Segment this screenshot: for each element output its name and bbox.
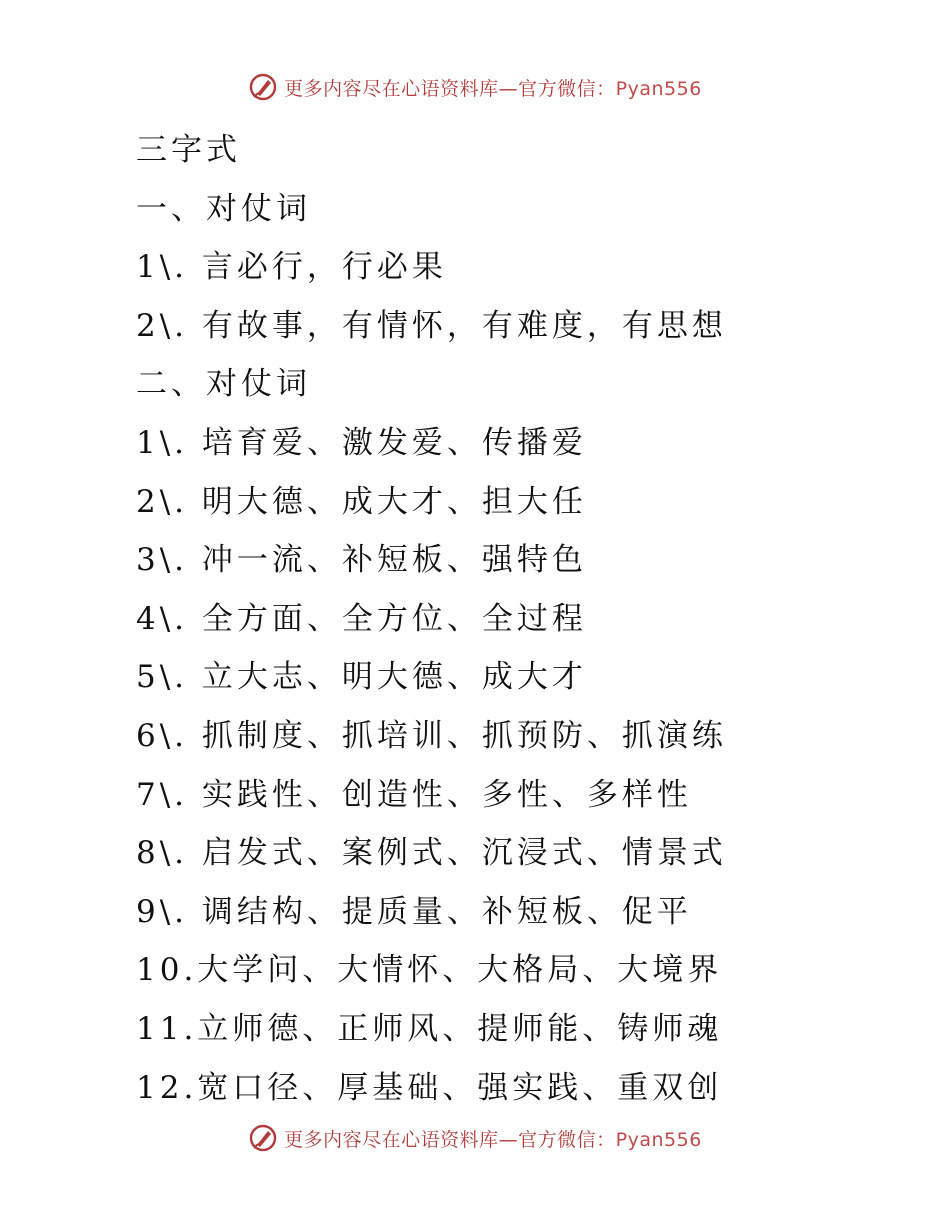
list-item: 6\. 抓制度、抓培训、抓预防、抓演练 [136,717,727,754]
watermark-text: 更多内容尽在心语资料库—官方微信：Pyan556 [284,77,702,100]
watermark-text: 更多内容尽在心语资料库—官方微信：Pyan556 [284,1128,702,1151]
list-item: 7\. 实践性、创造性、多性、多样性 [136,776,692,813]
list-item: 4\. 全方面、全方位、全过程 [136,600,587,637]
list-item: 12.宽口径、厚基础、强实践、重双创 [136,1069,723,1106]
list-item: 9\. 调结构、提质量、补短板、促平 [136,893,692,930]
quill-logo-icon [248,72,278,102]
quill-logo-icon [248,1123,278,1153]
list-item: 11.立师德、正师风、提师能、铸师魂 [136,1010,723,1047]
footer-watermark [0,1123,950,1153]
document-body [136,121,836,1117]
list-item: 1\. 言必行，行必果 [136,249,447,286]
section-heading: 一、对仗词 [136,190,311,227]
list-item: 2\. 有故事，有情怀，有难度，有思想 [136,307,727,344]
list-item: 5\. 立大志、明大德、成大才 [136,659,587,696]
list-item: 3\. 冲一流、补短板、强特色 [136,542,587,579]
list-item: 2\. 明大德、成大才、担大任 [136,483,587,520]
list-item: 8\. 启发式、案例式、沉浸式、情景式 [136,835,727,872]
section-heading: 二、对仗词 [136,366,311,403]
header-watermark [0,72,950,102]
doc-title: 三字式 [136,132,241,168]
list-item: 1\. 培育爱、激发爱、传播爱 [136,424,587,461]
list-item: 10.大学问、大情怀、大格局、大境界 [136,952,723,989]
